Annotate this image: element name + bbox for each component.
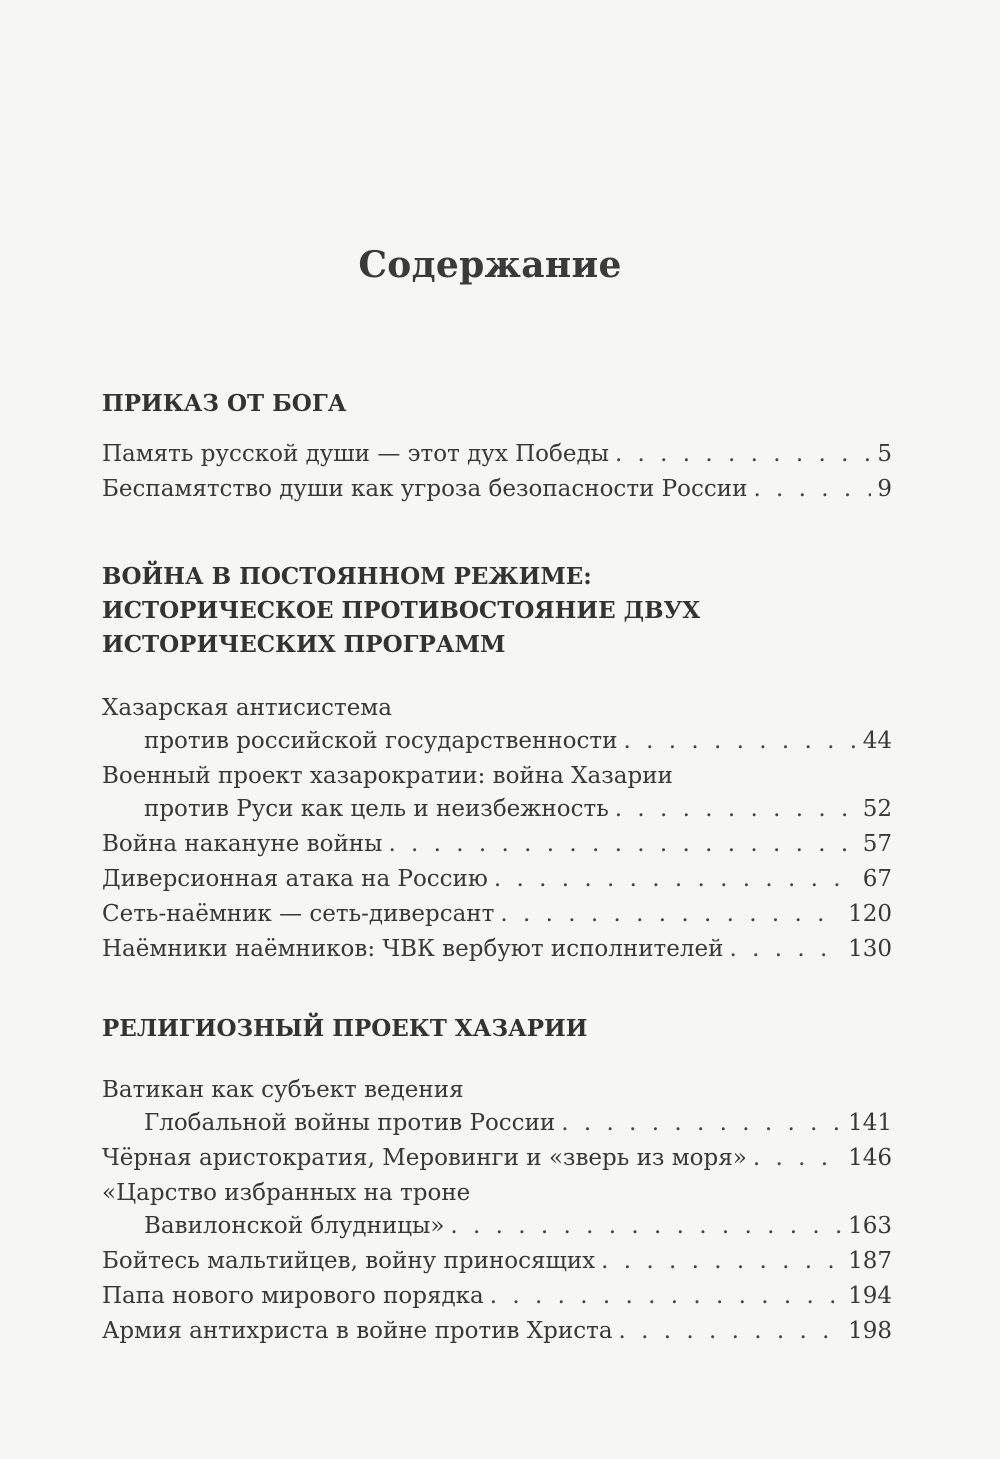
entry-title-line: «Царство избранных на троне <box>102 1180 471 1206</box>
page-number: 194 <box>848 1283 892 1309</box>
section-heading-line: ИСТОРИЧЕСКОЕ ПРОТИВОСТОЯНИЕ ДВУХ <box>102 597 701 624</box>
dot-leader <box>561 1107 842 1140</box>
page-number: 163 <box>848 1213 892 1239</box>
section-heading-line: ВОЙНА В ПОСТОЯННОМ РЕЖИМЕ: <box>102 563 592 590</box>
page-number: 52 <box>862 796 892 822</box>
toc-section <box>102 387 892 506</box>
dot-leader <box>619 1315 843 1348</box>
toc-entry[interactable] <box>102 1142 892 1175</box>
page-number: 44 <box>862 728 892 754</box>
entry-title: Беспамятство души как угроза безопасности России <box>102 476 748 502</box>
page-number: 198 <box>848 1318 892 1344</box>
toc-entry[interactable] <box>102 1280 892 1313</box>
toc-entry[interactable] <box>102 1245 892 1278</box>
toc-entry[interactable] <box>102 760 892 826</box>
page-number: 141 <box>848 1110 892 1136</box>
toc-entry[interactable] <box>102 933 892 966</box>
toc-entry[interactable] <box>102 1074 892 1140</box>
toc-entry[interactable] <box>102 438 892 471</box>
dot-leader <box>450 1210 842 1243</box>
page-number: 57 <box>862 831 892 857</box>
page-number: 67 <box>862 866 892 892</box>
section-heading: РЕЛИГИОЗНЫЙ ПРОЕКТ ХАЗАРИИ <box>102 1015 588 1042</box>
page-number: 120 <box>848 901 892 927</box>
entry-title: Чёрная аристократия, Меровинги и «зверь из моря» <box>102 1145 747 1171</box>
toc-section <box>102 560 892 966</box>
dot-leader <box>615 438 871 471</box>
dot-leader <box>494 863 857 896</box>
entry-title: Бойтесь мальтийцев, войну приносящих <box>102 1248 596 1274</box>
dot-leader <box>500 898 842 931</box>
entry-title-continuation: Глобальной войны против России <box>144 1110 556 1136</box>
entry-title-line: Ватикан как субъект ведения <box>102 1077 464 1103</box>
page-title: Содержание <box>358 244 622 286</box>
toc-entry[interactable] <box>102 1177 892 1243</box>
section-heading: ПРИКАЗ ОТ БОГА <box>102 390 347 417</box>
entry-title-continuation: Вавилонской блудницы» <box>144 1213 445 1239</box>
entry-title: Папа нового мирового порядка <box>102 1283 484 1309</box>
entry-title-continuation: против Руси как цель и неизбежность <box>144 796 609 822</box>
toc-section <box>102 1012 892 1348</box>
toc-entries <box>102 1074 892 1348</box>
toc-entry[interactable] <box>102 692 892 758</box>
toc-entry[interactable] <box>102 1315 892 1348</box>
toc-entries <box>102 438 892 506</box>
dot-leader <box>753 473 871 506</box>
page-number: 146 <box>848 1145 892 1171</box>
page-number: 130 <box>848 936 892 962</box>
entry-title-line: Военный проект хазарократии: война Хазарии <box>102 763 673 789</box>
toc-entry[interactable] <box>102 828 892 861</box>
toc-entry[interactable] <box>102 863 892 896</box>
entry-title: Армия антихриста в войне против Христа <box>102 1318 613 1344</box>
entry-title-line: Хазарская антисистема <box>102 695 392 721</box>
entry-title: Наёмники наёмников: ЧВК вербуют исполнителей <box>102 936 724 962</box>
page-number: 9 <box>877 476 892 502</box>
toc-entries <box>102 692 892 966</box>
section-heading-line: ИСТОРИЧЕСКИХ ПРОГРАММ <box>102 631 506 658</box>
entry-title: Диверсионная атака на Россию <box>102 866 488 892</box>
toc-entry[interactable] <box>102 473 892 506</box>
entry-title: Память русской души — этот дух Победы <box>102 441 609 467</box>
dot-leader <box>729 933 842 966</box>
dot-leader <box>623 725 856 758</box>
entry-title: Сеть-наёмник — сеть-диверсант <box>102 901 495 927</box>
page-number: 187 <box>848 1248 892 1274</box>
page-number: 5 <box>877 441 892 467</box>
dot-leader <box>388 828 856 861</box>
entry-title: Война накануне войны <box>102 831 383 857</box>
dot-leader <box>490 1280 842 1313</box>
dot-leader <box>753 1142 842 1175</box>
dot-leader <box>601 1245 842 1278</box>
dot-leader <box>615 793 857 826</box>
entry-title-continuation: против российской государственности <box>144 728 618 754</box>
section-heading <box>102 560 892 662</box>
toc-entry[interactable] <box>102 898 892 931</box>
